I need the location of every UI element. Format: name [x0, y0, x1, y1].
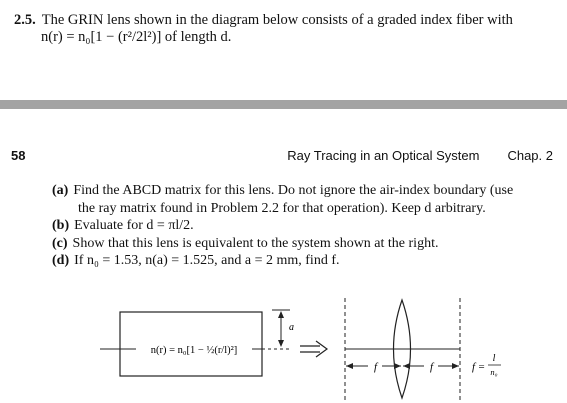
problem-text-line1: The GRIN lens shown in the diagram below consists of a graded index fiber with [41, 12, 513, 28]
aperture-arrow-down [278, 340, 284, 347]
f-right-label: f [430, 361, 434, 373]
part-text-continued: the ray matrix found in Problem 2.2 for that operation). Keep d arbitrary. [78, 200, 486, 216]
running-title: Ray Tracing in an Optical System [287, 148, 480, 163]
chapter-label: Chap. 2 [507, 148, 553, 163]
aperture-arrow-up [278, 311, 284, 318]
grin-lens-diagram [0, 290, 567, 403]
part-c [52, 235, 557, 253]
part-b [52, 217, 557, 235]
part-label: (a) [52, 183, 69, 198]
part-label: (b) [52, 218, 70, 233]
f-right-arrow-end [452, 363, 459, 369]
part-label: (d) [52, 253, 70, 268]
aperture-label: a [289, 322, 294, 333]
f-left-label: f [374, 361, 378, 373]
problem-parts [52, 182, 557, 270]
page-break-rule [0, 100, 567, 109]
part-d [52, 252, 557, 270]
focal-equation-denominator: n₀ [490, 367, 498, 377]
problem-number: 2.5. [14, 12, 36, 28]
part-text: Evaluate for d = πl/2. [74, 218, 194, 233]
part-text: Show that this lens is equivalent to the system shown at the right. [72, 235, 439, 251]
running-head [287, 148, 553, 163]
focal-equation-numerator: l [492, 353, 496, 364]
part-label: (c) [52, 235, 68, 251]
page-number: 58 [11, 148, 26, 163]
part-text: If n₀ = 1.53, n(a) = 1.525, and a = 2 mm, find f. [74, 253, 340, 268]
focal-equation-prefix: f = [472, 361, 486, 373]
part-text: Find the ABCD matrix for this lens. Do not ignore the air-index boundary (use [73, 183, 514, 198]
part-a [52, 182, 557, 217]
implies-arrow-head [316, 341, 327, 357]
problem-statement [14, 12, 554, 46]
problem-text-line2: n(r) = n₀[1 − (r²/2l²)] of length d. [41, 29, 232, 45]
grin-index-label: n(r) = n₀[1 − ½(r/l)²] [150, 345, 238, 356]
